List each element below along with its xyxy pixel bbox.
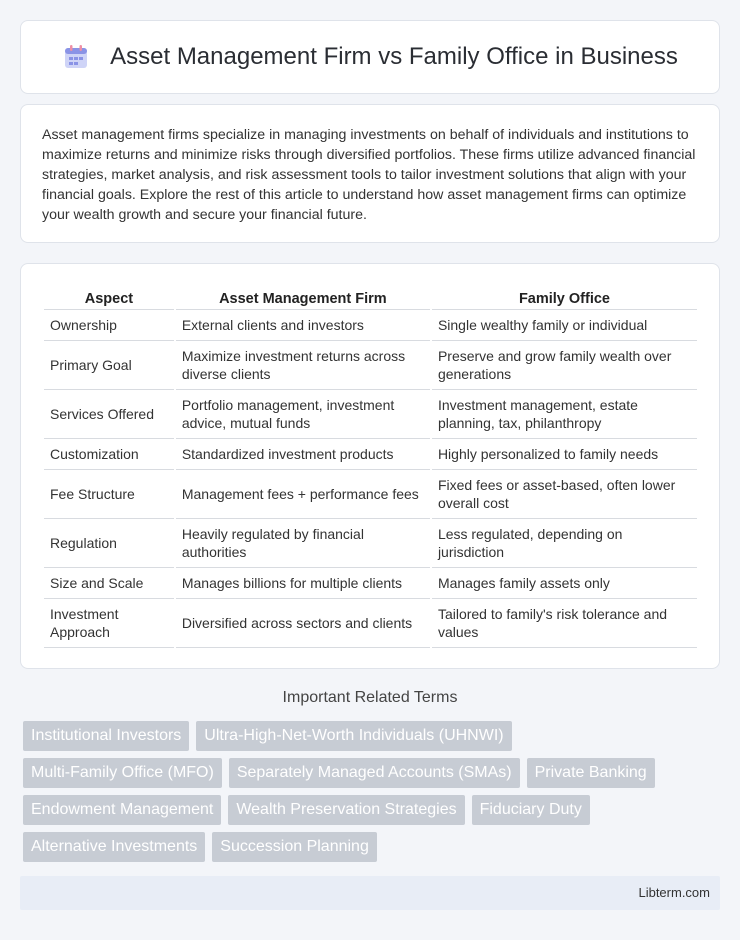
table-row	[44, 310, 697, 341]
table-cell: Standardized investment products	[176, 439, 430, 470]
table-row	[44, 599, 697, 648]
table-row	[44, 439, 697, 470]
related-term-tag[interactable]: Fiduciary Duty	[472, 795, 590, 825]
related-term-tag[interactable]: Multi-Family Office (MFO)	[23, 758, 222, 788]
intro-paragraph: Asset management firms specialize in managing investments on behalf of individuals and institutions to maximize returns and minimize risks through diversified portfolios. These firms utilize advanced financial strategies, market analysis, and risk assessment tools to tailor investment solutions that align with your financial goals. Explore the rest of this article to understand how asset management firms can optimize your wealth growth and secure your financial future.	[42, 127, 696, 223]
related-term-tag[interactable]: Ultra-High-Net-Worth Individuals (UHNWI)	[196, 721, 511, 751]
comparison-table	[42, 284, 699, 648]
table-cell: Single wealthy family or individual	[432, 310, 697, 341]
calendar-icon	[62, 43, 90, 71]
page-title: Asset Management Firm vs Family Office in Business	[110, 43, 678, 70]
table-cell: Primary Goal	[44, 341, 174, 390]
related-terms-title: Important Related Terms	[282, 689, 458, 706]
related-term-tag[interactable]: Alternative Investments	[23, 832, 205, 862]
header-aspect: Aspect	[44, 284, 174, 310]
table-cell: External clients and investors	[176, 310, 430, 341]
table-cell: Investment management, estate planning, tax, philanthropy	[432, 390, 697, 439]
table-cell: Manages billions for multiple clients	[176, 568, 430, 599]
footer-site-link[interactable]: Libterm.com	[638, 885, 710, 900]
table-cell: Fixed fees or asset-based, often lower overall cost	[432, 470, 697, 519]
related-term-tag[interactable]: Institutional Investors	[23, 721, 189, 751]
related-term-tag[interactable]: Wealth Preservation Strategies	[228, 795, 464, 825]
table-cell: Investment Approach	[44, 599, 174, 648]
table-cell: Less regulated, depending on jurisdiction	[432, 519, 697, 568]
table-cell: Diversified across sectors and clients	[176, 599, 430, 648]
comparison-card	[20, 263, 720, 669]
table-cell: Regulation	[44, 519, 174, 568]
title-card	[20, 20, 720, 94]
intro-card	[20, 104, 720, 243]
table-row	[44, 390, 697, 439]
table-cell: Highly personalized to family needs	[432, 439, 697, 470]
footer	[20, 876, 720, 910]
header-family-office: Family Office	[432, 284, 697, 310]
related-term-tag[interactable]: Succession Planning	[212, 832, 377, 862]
related-term-tag[interactable]: Separately Managed Accounts (SMAs)	[229, 758, 520, 788]
table-row	[44, 568, 697, 599]
table-cell: Manages family assets only	[432, 568, 697, 599]
table-cell: Fee Structure	[44, 470, 174, 519]
table-header-row	[44, 284, 697, 310]
related-terms-list	[23, 721, 723, 869]
table-row	[44, 470, 697, 519]
table-cell: Tailored to family's risk tolerance and values	[432, 599, 697, 648]
related-term-tag[interactable]: Private Banking	[527, 758, 655, 788]
table-cell: Preserve and grow family wealth over generations	[432, 341, 697, 390]
header-asset-management-firm: Asset Management Firm	[176, 284, 430, 310]
table-cell: Size and Scale	[44, 568, 174, 599]
table-cell: Portfolio management, investment advice, mutual funds	[176, 390, 430, 439]
table-cell: Ownership	[44, 310, 174, 341]
table-row	[44, 341, 697, 390]
table-cell: Management fees + performance fees	[176, 470, 430, 519]
table-cell: Services Offered	[44, 390, 174, 439]
table-row	[44, 519, 697, 568]
table-cell: Maximize investment returns across diverse clients	[176, 341, 430, 390]
table-cell: Heavily regulated by financial authorities	[176, 519, 430, 568]
table-cell: Customization	[44, 439, 174, 470]
related-term-tag[interactable]: Endowment Management	[23, 795, 221, 825]
